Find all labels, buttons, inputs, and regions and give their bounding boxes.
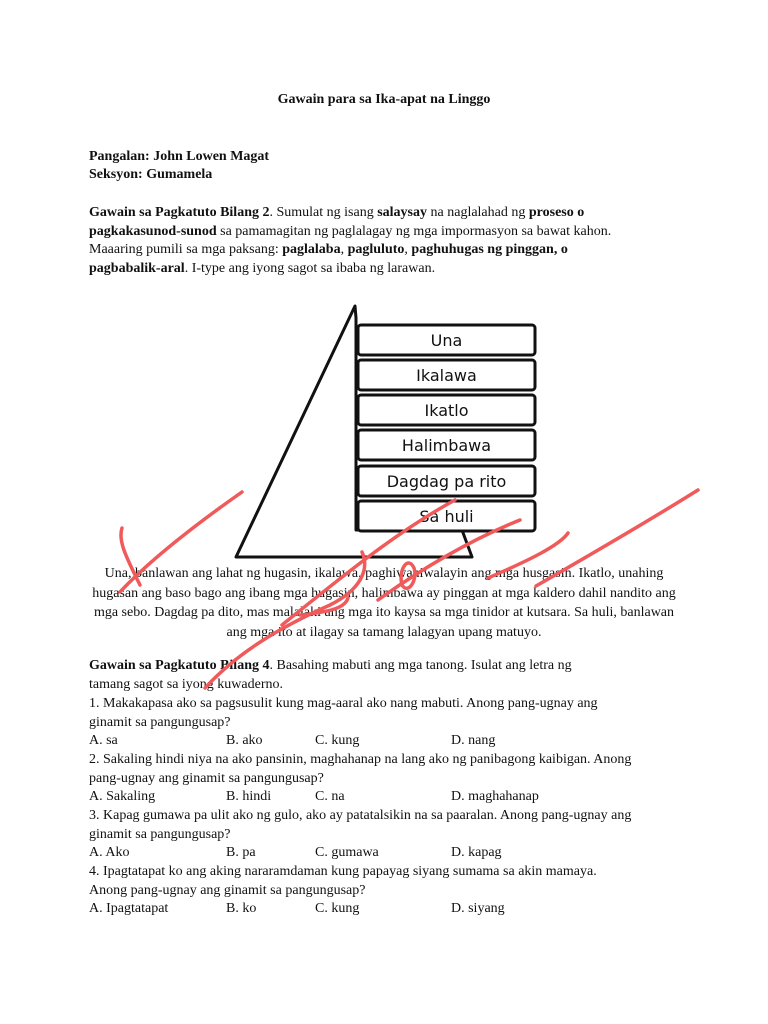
- process-box-label: Ikatlo: [424, 401, 469, 420]
- activity4-line2: tamang sagot sa iyong kuwaderno.: [89, 677, 284, 692]
- option: C. kung: [315, 901, 360, 916]
- option: A. sa: [89, 733, 118, 748]
- process-box-label: Una: [430, 331, 463, 350]
- option: B. hindi: [226, 789, 272, 804]
- process-box-label: Dagdag pa rito: [386, 472, 507, 491]
- activity4-heading: Gawain sa Pagkatuto Bilang 4: [89, 658, 270, 673]
- activity2-keyword: proseso o: [528, 205, 585, 220]
- process-box-2: [358, 360, 535, 390]
- question-1: [89, 695, 689, 732]
- option: A. Ako: [89, 845, 130, 860]
- question-4: [89, 863, 689, 900]
- activity2-text: na naglalahad ng: [427, 205, 529, 220]
- option: B. ko: [226, 901, 257, 916]
- question-text: ginamit sa pangungusap?: [89, 714, 231, 730]
- activity2-heading: Gawain sa Pagkatuto Bilang 2: [89, 205, 270, 220]
- process-box-5: [358, 466, 535, 496]
- option: C. kung: [315, 733, 360, 748]
- question-text: 3. Kapag gumawa pa ulit ako ng gulo, ako ay patatalsikin na sa paaralan. Anong pang-ugnay ang: [89, 808, 632, 823]
- process-box-label: Halimbawa: [401, 436, 492, 455]
- question-3: [89, 807, 689, 844]
- option: B. pa: [226, 845, 256, 860]
- process-box-label: Sa huli: [419, 507, 474, 526]
- activity2-text: ,: [404, 242, 412, 257]
- page-title: Gawain para sa Ika-apat na Linggo: [277, 92, 491, 107]
- activity2-text: , o: [553, 242, 568, 257]
- activity2-text: Maaaring pumili sa mga paksang:: [89, 242, 283, 257]
- question-text: 4. Ipagtatapat ko ang aking nararamdaman kung papayag siyang sumama sa akin mamaya.: [89, 864, 597, 879]
- question-text: pang-ugnay ang ginamit sa pangungusap?: [89, 770, 324, 786]
- process-box-label: Ikalawa: [416, 366, 477, 385]
- narrative-paragraph: Una, banlawan ang lahat ng hugasin, ikalawa, paghiwahiwalayin ang mga husgasin. Ikatlo, unahing hugasan ang baso bago ang ibang mga hugasin, halimbawa ay pinggan at mga kaldero dahil nandito ang mga sebo. Dagdag pa dito, mas malalaki ang mga ito kaysa sa mga tinidor at kutsara. Sa huli, banlawan ang mga ito at ilagay sa tamang lalagyan upang matuyo.: [92, 566, 676, 640]
- student-section: Gumamela: [146, 167, 213, 182]
- question-text: ginamit sa pangungusap?: [89, 826, 231, 842]
- process-box-6: [358, 501, 535, 531]
- process-box-1: [358, 325, 535, 355]
- question-text: 1. Makakapasa ako sa pagsusulit kung mag-aaral ako nang mabuti. Anong pang-ugnay ang: [89, 696, 598, 711]
- option: A. Ipagtatapat: [89, 901, 169, 916]
- section-label: Seksyon:: [89, 167, 143, 182]
- activity2-keyword: paglalaba: [282, 242, 341, 257]
- activity2-text: . I-type ang iyong sagot sa ibaba ng larawan.: [184, 260, 436, 276]
- question-2: [89, 751, 689, 788]
- activity2-keyword: pagkakasunod-sunod: [89, 223, 217, 239]
- activity4-line1: [89, 657, 572, 676]
- question-text: Anong pang-ugnay ang ginamit sa pangungusap?: [89, 882, 366, 898]
- process-box-3: [358, 395, 535, 425]
- option: D. nang: [451, 733, 496, 748]
- activity2-text: . Sumulat ng isang: [269, 205, 378, 220]
- activity2-keyword: paghuhugas ng pinggan: [411, 242, 554, 257]
- option: B. ako: [226, 733, 263, 748]
- option: A. Sakaling: [89, 789, 156, 804]
- activity2-text: ,: [340, 242, 348, 257]
- activity2-keyword: pagluluto: [347, 242, 405, 257]
- student-name: John Lowen Magat: [153, 149, 270, 164]
- activity4-instructions: . Basahing mabuti ang mga tanong. Isulat ang letra ng: [269, 658, 572, 673]
- option: C. gumawa: [315, 845, 379, 860]
- option: C. na: [315, 789, 345, 804]
- question-text: 2. Sakaling hindi niya na ako pansinin, maghahanap na lang ako ng panibagong kaibigan. Anong: [89, 752, 632, 767]
- option: D. maghahanap: [451, 789, 539, 804]
- activity2-keyword: salaysay: [377, 205, 428, 220]
- option: D. kapag: [451, 845, 502, 860]
- name-label: Pangalan:: [89, 149, 150, 164]
- activity2-keyword: pagbabalik-aral: [89, 260, 185, 276]
- option: D. siyang: [451, 901, 505, 916]
- activity2-text: sa pamamagitan ng paglalagay ng mga impormasyon sa bawat kahon.: [216, 223, 612, 239]
- process-box-4: [358, 430, 535, 460]
